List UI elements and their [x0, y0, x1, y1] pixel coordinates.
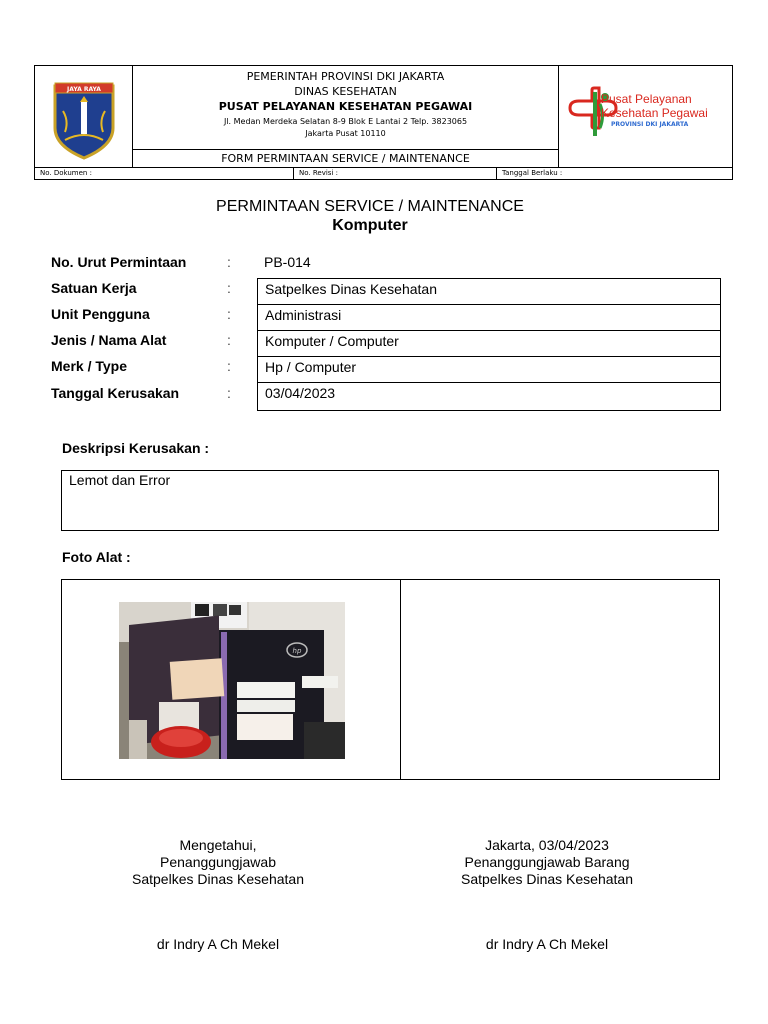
document-header: [34, 65, 733, 180]
field-label-work-unit: Satuan Kerja: [51, 280, 137, 296]
field-label-damage-date: Tanggal Kerusakan: [51, 385, 180, 401]
hp-brand-mark: hp: [292, 647, 302, 655]
revision-number-label: No. Revisi :: [294, 168, 497, 180]
photo-table: [61, 579, 720, 780]
form-title: FORM PERMINTAAN SERVICE / MAINTENANCE: [133, 149, 559, 167]
signature-left-line-3: Satpelkes Dinas Kesehatan: [132, 871, 304, 887]
header-line-2: DINAS KESEHATAN: [294, 85, 397, 98]
signature-left-line-2: Penanggungjawab: [160, 854, 276, 870]
field-value-user-unit: Administrasi: [257, 304, 721, 331]
field-value-device-type: Komputer / Computer: [257, 330, 721, 357]
signature-right-line-1: Jakarta, 03/04/2023: [485, 837, 609, 853]
photo-table-divider: [400, 580, 401, 779]
coat-of-arms-text: JAYA RAYA: [67, 86, 101, 93]
field-value-damage-date: 03/04/2023: [257, 382, 721, 411]
signature-right-line-2: Penanggungjawab Barang: [464, 854, 630, 870]
field-value-work-unit: Satpelkes Dinas Kesehatan: [257, 278, 721, 305]
header-line-3: PUSAT PELAYANAN KESEHATAN PEGAWAI: [218, 100, 473, 113]
field-colon: :: [227, 385, 231, 401]
description-box: Lemot dan Error: [61, 470, 719, 531]
field-label-request-number: No. Urut Permintaan: [51, 254, 187, 270]
description-label: Deskripsi Kerusakan :: [62, 440, 210, 456]
page-title: PERMINTAAN SERVICE / MAINTENANCE: [216, 198, 524, 215]
header-institution-block: [133, 66, 559, 149]
field-colon: :: [227, 254, 231, 270]
field-label-device-type: Jenis / Nama Alat: [51, 332, 167, 348]
right-logo-cell: [559, 66, 734, 167]
signature-left-line-1: Mengetahui,: [179, 837, 257, 853]
document-meta-row: [35, 167, 732, 179]
signature-left-name: dr Indry A Ch Mekel: [156, 936, 280, 952]
field-colon: :: [227, 306, 231, 322]
header-city: Jakarta Pusat 10110: [305, 129, 386, 138]
computer-photo-image: [119, 602, 345, 759]
header-address: Jl. Medan Merdeka Selatan 8-9 Blok E Lantai 2 Telp. 3823065: [223, 117, 468, 126]
right-logo-line-1: Pusat Pelayanan: [601, 92, 692, 106]
field-colon: :: [227, 332, 231, 348]
field-colon: :: [227, 358, 231, 374]
left-logo-cell: [35, 66, 133, 167]
header-line-1: PEMERINTAH PROVINSI DKI JAKARTA: [246, 70, 445, 83]
field-value-brand-type: Hp / Computer: [257, 356, 721, 383]
right-logo-line-2: Kesehatan Pegawai: [601, 106, 708, 120]
signature-right-line-3: Satpelkes Dinas Kesehatan: [461, 871, 633, 887]
device-photo: [119, 602, 345, 759]
field-label-user-unit: Unit Pengguna: [51, 306, 150, 322]
field-label-brand-type: Merk / Type: [51, 358, 127, 374]
signature-right-name: dr Indry A Ch Mekel: [485, 936, 609, 952]
right-logo-line-3: PROVINSI DKI JAKARTA: [611, 121, 689, 128]
page-subtitle: Komputer: [332, 217, 408, 234]
valid-date-label: Tanggal Berlaku :: [502, 169, 563, 177]
photo-label: Foto Alat :: [62, 549, 131, 565]
jakarta-coat-of-arms-icon: [35, 66, 133, 167]
doc-number-label: No. Dokumen :: [35, 168, 294, 180]
field-colon: :: [227, 280, 231, 296]
field-value-request-number: PB-014: [264, 254, 311, 270]
